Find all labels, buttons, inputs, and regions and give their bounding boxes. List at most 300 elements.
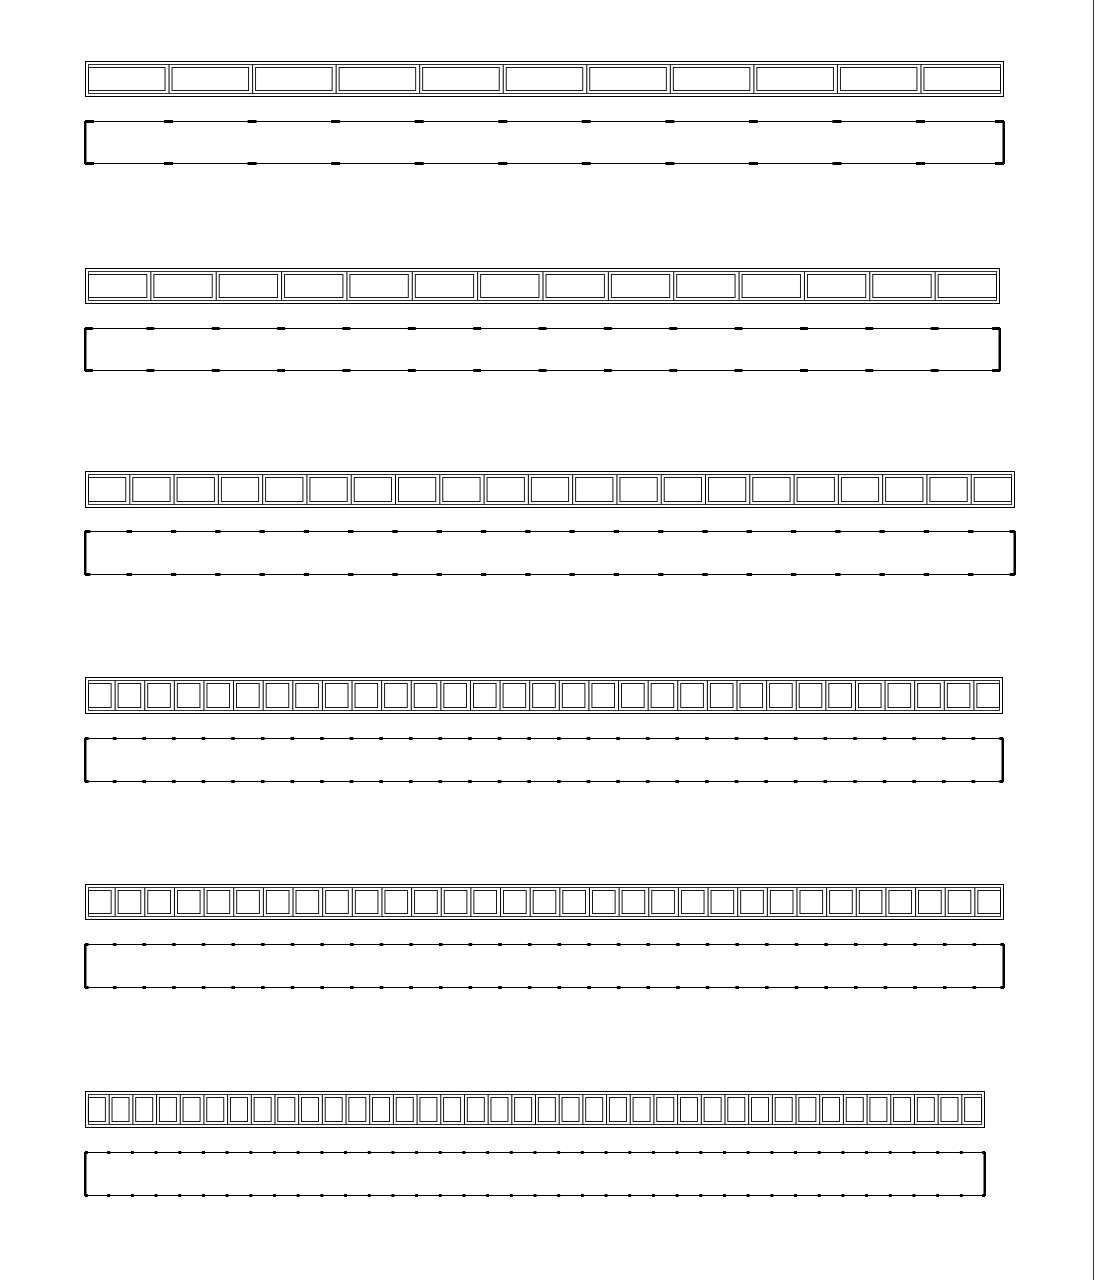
plan-tick-bottom: [439, 1194, 442, 1197]
panel: [89, 275, 147, 298]
plan-tick-top: [942, 737, 946, 740]
plan-tick-bottom: [735, 369, 743, 372]
panel: [586, 1098, 603, 1122]
plan-tick-top: [439, 943, 443, 946]
panel: [177, 891, 200, 914]
plan-tick-top: [392, 530, 397, 533]
plan-tick-bottom: [291, 780, 295, 783]
panel: [562, 1098, 579, 1122]
panel: [444, 1098, 461, 1122]
panel: [373, 1098, 390, 1122]
plan-tick-top: [215, 530, 220, 533]
panel: [622, 891, 645, 914]
plan-strip: [84, 327, 1001, 372]
plan-tick-top: [818, 1151, 821, 1154]
plan-tick-bottom: [368, 1194, 371, 1197]
panel: [88, 1098, 105, 1122]
panel: [807, 275, 865, 298]
plan-tick-bottom: [534, 1194, 537, 1197]
plan-tick-top: [676, 943, 680, 946]
plan-tick-top: [558, 943, 562, 946]
panel: [673, 68, 750, 91]
plan-tick-bottom: [468, 780, 472, 783]
plan-tick-top: [143, 943, 147, 946]
plan-tick-bottom: [498, 162, 507, 165]
panel: [562, 684, 585, 708]
plan-tick-top: [835, 530, 840, 533]
plan-tick-bottom: [658, 573, 663, 576]
plan-tick-bottom: [569, 573, 574, 576]
plan-tick-top: [261, 737, 265, 740]
plan-tick-bottom: [142, 780, 146, 783]
panel: [399, 478, 436, 502]
plan-tick-top: [795, 943, 799, 946]
plan-tick-top: [498, 120, 507, 123]
plan-outline: [86, 329, 1000, 371]
plan-tick-bottom: [854, 986, 858, 989]
plan-tick-top: [113, 737, 117, 740]
elevation-inner-frame: [89, 65, 1001, 94]
plan-tick-bottom: [973, 986, 977, 989]
panel: [339, 68, 416, 91]
plan-tick-bottom: [539, 369, 547, 372]
plan-tick-bottom: [528, 986, 532, 989]
panel: [563, 891, 586, 914]
plan-tick-bottom: [916, 162, 925, 165]
plan-tick-top: [463, 1151, 466, 1154]
plan-tick-bottom: [841, 1194, 844, 1197]
plan-tick-bottom: [409, 986, 413, 989]
plan-tick-top: [735, 327, 743, 330]
plan-tick-top: [764, 737, 768, 740]
plan-tick-bottom: [172, 780, 176, 783]
plan-tick-bottom: [202, 780, 206, 783]
plan-tick-bottom: [486, 1194, 489, 1197]
plan-tick-bottom: [628, 1194, 631, 1197]
panel: [414, 684, 437, 708]
plan-tick-top: [226, 1151, 229, 1154]
plan-tick-top: [291, 943, 295, 946]
panel: [711, 891, 734, 914]
panel: [938, 275, 996, 298]
plan-tick-bottom: [931, 369, 939, 372]
plan-outline: [86, 1153, 985, 1196]
panel: [266, 891, 289, 914]
plan-tick-top: [127, 530, 132, 533]
plan-tick-top: [348, 530, 353, 533]
elevation-outer-frame: [86, 472, 1015, 508]
plan-tick-top: [439, 737, 443, 740]
plan-tick-bottom: [202, 986, 206, 989]
panel: [207, 1098, 224, 1122]
plan-tick-bottom: [764, 780, 768, 783]
panel: [133, 478, 170, 502]
plan-tick-bottom: [113, 986, 117, 989]
panel: [620, 478, 657, 502]
plan-end-right: [1003, 121, 1006, 164]
plan-tick-top: [924, 530, 929, 533]
panel: [622, 684, 645, 708]
panel: [256, 68, 333, 91]
plan-tick-bottom: [824, 780, 828, 783]
plan-tick-top: [343, 327, 351, 330]
plan-tick-bottom: [498, 780, 502, 783]
plan-tick-top: [202, 1151, 205, 1154]
plan-tick-top: [824, 943, 828, 946]
panel: [355, 891, 378, 914]
panel: [415, 275, 473, 298]
plan-tick-bottom: [510, 1194, 513, 1197]
elevation-inner-frame: [89, 681, 1000, 711]
panel: [657, 1098, 674, 1122]
plan-tick-bottom: [261, 780, 265, 783]
plan-tick-bottom: [437, 573, 442, 576]
plan-tick-top: [931, 327, 939, 330]
panel: [704, 1098, 721, 1122]
plan-tick-top: [791, 530, 796, 533]
plan-tick-bottom: [889, 1194, 892, 1197]
panel: [546, 275, 604, 298]
row-3: [84, 472, 1016, 577]
plan-tick-top: [702, 530, 707, 533]
plan-tick-top: [331, 120, 340, 123]
panel: [741, 891, 764, 914]
plan-tick-bottom: [331, 162, 340, 165]
plan-tick-bottom: [259, 573, 264, 576]
plan-tick-top: [735, 737, 739, 740]
plan-tick-bottom: [463, 1194, 466, 1197]
plan-tick-top: [439, 1151, 442, 1154]
panel: [154, 275, 212, 298]
plan-tick-bottom: [936, 1194, 939, 1197]
panel: [285, 275, 343, 298]
plan-tick-bottom: [171, 573, 176, 576]
plan-tick-top: [498, 737, 502, 740]
plan-tick-top: [291, 737, 295, 740]
plan-tick-bottom: [226, 1194, 229, 1197]
plan-tick-top: [528, 943, 532, 946]
plan-tick-bottom: [527, 780, 531, 783]
plan-strip: [84, 120, 1005, 165]
panel: [919, 891, 942, 914]
plan-tick-bottom: [972, 780, 976, 783]
plan-tick-top: [972, 737, 976, 740]
panel: [576, 478, 613, 502]
plan-tick-top: [534, 1151, 537, 1154]
plan-tick-bottom: [525, 573, 530, 576]
plan-tick-top: [350, 943, 354, 946]
elevation-strip: [86, 472, 1015, 508]
plan-tick-bottom: [705, 780, 709, 783]
panel: [609, 1098, 626, 1122]
panel: [823, 1098, 840, 1122]
panel: [709, 478, 746, 502]
plan-tick-bottom: [350, 986, 354, 989]
plan-end-left: [84, 1152, 87, 1196]
plan-tick-bottom: [582, 162, 591, 165]
panel: [266, 684, 289, 708]
plan-tick-top: [527, 737, 531, 740]
panel: [894, 1098, 911, 1122]
plan-tick-top: [557, 1151, 560, 1154]
row-5: [84, 885, 1005, 990]
panel: [710, 684, 733, 708]
plan-tick-bottom: [968, 573, 973, 576]
plan-tick-top: [277, 327, 285, 330]
plan-tick-bottom: [735, 986, 739, 989]
plan-tick-bottom: [231, 780, 235, 783]
panel: [112, 1098, 129, 1122]
plan-tick-bottom: [646, 780, 650, 783]
plan-strip: [84, 530, 1016, 576]
elevation-strip: [86, 269, 1000, 304]
panel: [89, 684, 112, 708]
plan-tick-top: [481, 530, 486, 533]
plan-outline: [86, 532, 1015, 575]
panel: [396, 1098, 413, 1122]
plan-tick-bottom: [747, 573, 752, 576]
panel: [443, 478, 480, 502]
plan-tick-bottom: [942, 780, 946, 783]
plan-tick-bottom: [297, 1194, 300, 1197]
plan-tick-bottom: [127, 573, 132, 576]
plan-tick-bottom: [113, 780, 117, 783]
plan-end-right: [999, 328, 1002, 371]
plan-tick-top: [171, 530, 176, 533]
plan-tick-bottom: [379, 780, 383, 783]
plan-tick-top: [616, 737, 620, 740]
plan-tick-top: [665, 120, 674, 123]
row-2: [84, 269, 1001, 373]
panel: [266, 478, 303, 502]
plan-tick-top: [368, 1151, 371, 1154]
plan-tick-top: [853, 737, 857, 740]
panel: [423, 68, 500, 91]
plan-end-left: [84, 531, 87, 575]
panel: [278, 1098, 295, 1122]
plan-tick-top: [747, 1151, 750, 1154]
panel: [148, 891, 171, 914]
plan-tick-bottom: [832, 162, 841, 165]
plan-tick-top: [587, 943, 591, 946]
plan-tick-top: [391, 1151, 394, 1154]
plan-tick-top: [350, 737, 354, 740]
plan-tick-top: [525, 530, 530, 533]
plan-tick-top: [107, 1151, 110, 1154]
plan-tick-bottom: [178, 1194, 181, 1197]
plan-tick-top: [539, 327, 547, 330]
plan-end-right: [1002, 738, 1005, 782]
plan-tick-bottom: [277, 369, 285, 372]
plan-tick-top: [415, 120, 424, 123]
plan-tick-bottom: [824, 986, 828, 989]
plan-tick-bottom: [879, 573, 884, 576]
plan-tick-top: [675, 737, 679, 740]
plan-tick-bottom: [415, 162, 424, 165]
plan-tick-bottom: [669, 369, 677, 372]
plan-tick-top: [469, 943, 473, 946]
plan-tick-top: [320, 1151, 323, 1154]
panel: [974, 478, 1011, 502]
plan-tick-bottom: [304, 573, 309, 576]
panel: [651, 684, 674, 708]
panel: [753, 478, 790, 502]
plan-tick-top: [212, 327, 220, 330]
panel: [221, 478, 258, 502]
plan-tick-top: [735, 943, 739, 946]
plan-tick-bottom: [794, 1194, 797, 1197]
plan-tick-top: [249, 1151, 252, 1154]
plan-tick-bottom: [348, 573, 353, 576]
panel: [859, 891, 882, 914]
plan-tick-top: [832, 120, 841, 123]
plan-tick-bottom: [587, 986, 591, 989]
plan-tick-bottom: [617, 986, 621, 989]
panel: [296, 891, 319, 914]
plan-tick-top: [510, 1151, 513, 1154]
plan-tick-top: [889, 1151, 892, 1154]
plan-tick-top: [142, 737, 146, 740]
plan-tick-top: [605, 1151, 608, 1154]
plan-tick-top: [379, 737, 383, 740]
panel: [858, 684, 881, 708]
panel: [677, 275, 735, 298]
panel: [207, 684, 230, 708]
elevation-strip: [86, 1092, 985, 1128]
panel: [159, 1098, 176, 1122]
plan-tick-bottom: [557, 1194, 560, 1197]
plan-tick-bottom: [800, 369, 808, 372]
plan-tick-top: [770, 1151, 773, 1154]
panel: [799, 1098, 816, 1122]
plan-strip: [84, 737, 1004, 783]
plan-tick-bottom: [469, 986, 473, 989]
panel: [611, 275, 669, 298]
plan-tick-bottom: [350, 780, 354, 783]
panel: [873, 275, 931, 298]
plan-tick-top: [297, 1151, 300, 1154]
plan-tick-top: [581, 1151, 584, 1154]
panel: [354, 478, 391, 502]
plan-tick-top: [936, 1151, 939, 1154]
panel: [230, 1098, 247, 1122]
panel: [941, 1098, 958, 1122]
plan-tick-top: [824, 737, 828, 740]
plan-tick-bottom: [604, 369, 612, 372]
plan-tick-top: [747, 530, 752, 533]
panel: [89, 68, 166, 91]
plan-tick-top: [628, 1151, 631, 1154]
plan-tick-top: [557, 737, 561, 740]
plan-tick-bottom: [770, 1194, 773, 1197]
plan-tick-bottom: [943, 986, 947, 989]
plan-tick-bottom: [164, 162, 173, 165]
panel: [538, 1098, 555, 1122]
plan-strip: [84, 943, 1005, 989]
plan-tick-top: [320, 737, 324, 740]
plan-tick-top: [172, 737, 176, 740]
elevation-inner-frame: [89, 475, 1012, 505]
panel: [491, 1098, 508, 1122]
panel: [118, 891, 141, 914]
plan-tick-top: [916, 120, 925, 123]
plan-tick-bottom: [913, 1194, 916, 1197]
plan-outline: [86, 945, 1004, 988]
plan-tick-top: [912, 737, 916, 740]
plan-tick-bottom: [291, 986, 295, 989]
panel: [965, 1098, 982, 1122]
plan-tick-bottom: [646, 986, 650, 989]
panel: [444, 684, 467, 708]
panel: [325, 684, 348, 708]
plan-tick-bottom: [557, 780, 561, 783]
plan-tick-bottom: [408, 369, 416, 372]
plan-tick-top: [913, 943, 917, 946]
panel: [680, 1098, 697, 1122]
plan-tick-top: [146, 327, 154, 330]
plan-tick-top: [273, 1151, 276, 1154]
plan-tick-top: [800, 327, 808, 330]
plan-tick-bottom: [202, 1194, 205, 1197]
plan-tick-bottom: [131, 1194, 134, 1197]
panel: [473, 684, 496, 708]
panel: [254, 1098, 271, 1122]
plan-tick-top: [261, 943, 265, 946]
plan-tick-bottom: [172, 986, 176, 989]
plan-tick-bottom: [415, 1194, 418, 1197]
elevation-strip: [86, 678, 1003, 714]
plan-tick-bottom: [913, 986, 917, 989]
panel: [728, 1098, 745, 1122]
panel: [444, 891, 467, 914]
panel: [924, 68, 1001, 91]
panel: [237, 684, 260, 708]
plan-tick-top: [646, 943, 650, 946]
plan-tick-bottom: [676, 986, 680, 989]
panel: [302, 1098, 319, 1122]
row-6: [84, 1092, 986, 1198]
plan-end-left: [84, 738, 87, 782]
panel: [237, 891, 260, 914]
plan-tick-top: [705, 737, 709, 740]
plan-tick-bottom: [473, 369, 481, 372]
plan-end-left: [84, 121, 87, 164]
panel: [770, 684, 793, 708]
panel: [830, 891, 853, 914]
plan-tick-top: [320, 943, 324, 946]
plan-tick-bottom: [439, 780, 443, 783]
elevation-strip: [86, 885, 1004, 920]
elevation-strip: [86, 62, 1004, 97]
plan-tick-bottom: [498, 986, 502, 989]
panel: [947, 684, 970, 708]
plan-tick-bottom: [273, 1194, 276, 1197]
plan-tick-bottom: [146, 369, 154, 372]
panel: [136, 1098, 153, 1122]
plan-tick-top: [437, 530, 442, 533]
plan-tick-top: [172, 943, 176, 946]
plan-tick-bottom: [605, 1194, 608, 1197]
panel: [888, 684, 911, 708]
panel: [770, 891, 793, 914]
plan-tick-top: [155, 1151, 158, 1154]
plan-tick-top: [614, 530, 619, 533]
plan-tick-top: [259, 530, 264, 533]
panel: [148, 684, 171, 708]
panel: [296, 684, 319, 708]
elevation-outer-frame: [86, 62, 1004, 97]
panel: [89, 891, 112, 914]
